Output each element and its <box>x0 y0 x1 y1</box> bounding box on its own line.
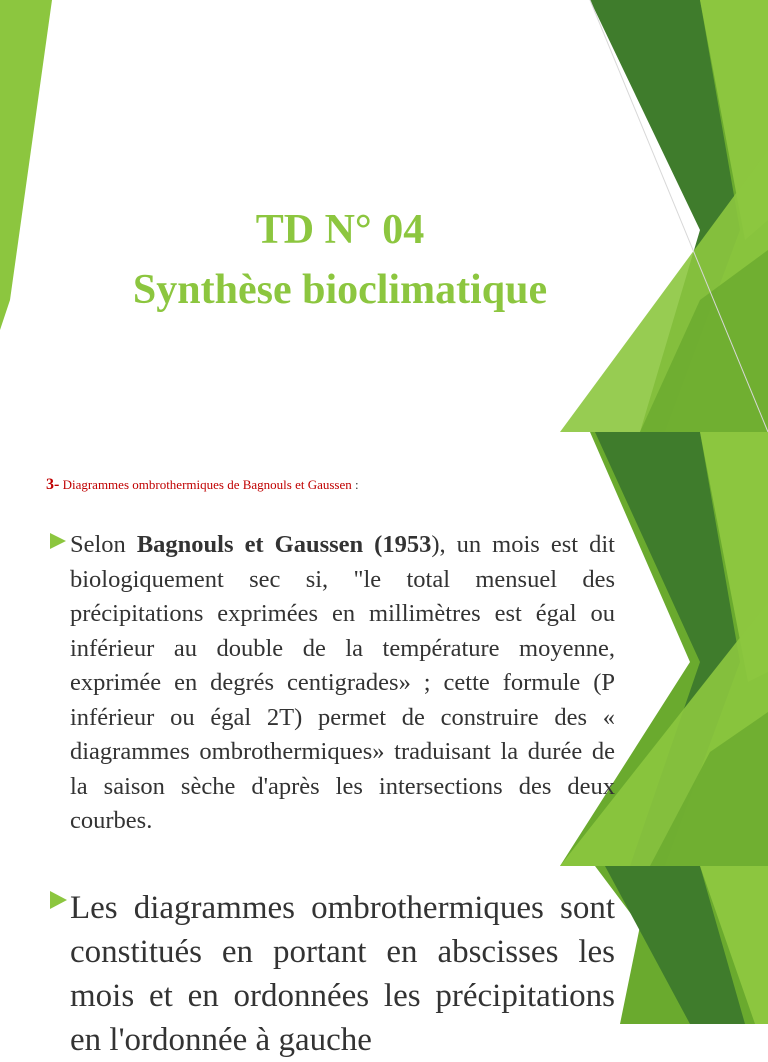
bullet-paragraph <box>70 528 615 839</box>
bullet-paragraph: Les diagrammes ombrothermiques sont constitués en portant en abscisses les mois et en ordonnées les précipitations en l'ordonnée à gauche <box>70 890 615 1058</box>
section-title: Diagrammes ombrothermiques de Bagnouls et Gaussen <box>62 477 352 492</box>
slide-title-line1: TD N° 04 <box>255 207 425 253</box>
slide-content-1 <box>0 432 768 866</box>
paragraph-citation: Bagnouls et Gaussen (1953 <box>136 531 432 558</box>
paragraph-text: Selon <box>70 531 137 558</box>
bullet-arrow-icon <box>50 891 67 909</box>
paragraph-text: ), un mois est dit biologiquement sec si, "le total mensuel des précipitations exprimées en millimètres est égal ou inférieur au double de la température moyenne, exprimée en degrés centigrades» ; cette formule (P inférieur ou égal 2T) permet de construire des « diagrammes ombrothermiques» traduisant la durée de la saison sèche d'après les intersections des deux courbes. <box>70 531 615 834</box>
bullet-arrow-icon <box>50 533 66 549</box>
slide-content-2 <box>0 866 768 1058</box>
section-colon: : <box>351 477 359 492</box>
section-heading <box>46 476 359 494</box>
section-number: 3- <box>46 476 60 493</box>
slide-title <box>0 0 768 432</box>
slide-title-line2: Synthèse bioclimatique <box>132 267 548 313</box>
